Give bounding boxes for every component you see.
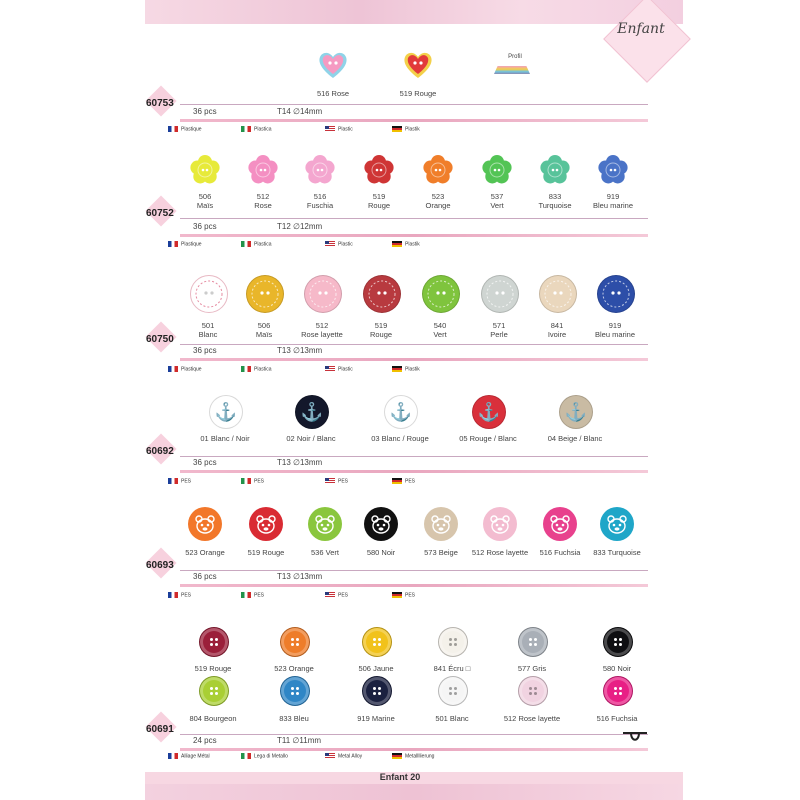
button-label: 01 Blanc / Noir [200,434,250,443]
anchor-icon: ⚓ [389,402,413,422]
button-hole [614,638,617,641]
metal-button [518,676,548,706]
button-hole [215,692,218,695]
button-label: 05 Rouge / Blanc [459,434,517,443]
material-label: Plastique [181,241,202,248]
button-hole [449,638,452,641]
button-number: 841 [550,321,564,330]
metal-button [603,627,633,657]
material-label: Plastic [338,126,353,133]
button-label: 03 Blanc / Rouge [371,434,429,443]
material-label: Metallllierung [405,753,435,760]
flag-icon [168,753,178,759]
button-hole [619,687,622,690]
button-label: 804 Bourgeon [189,714,237,723]
round-button [539,275,577,313]
material-label: Lega di Metallo [254,753,288,760]
button-label: 501 Blanc [435,714,469,723]
divider-line [180,734,648,735]
button-color-name: Turquoise [538,201,572,210]
flag-icon [241,592,251,598]
material-us [325,592,348,598]
ref-number-60750: 60750 [146,334,174,345]
button-hole [210,687,213,690]
metal-button [362,627,392,657]
button-label: 833 Bleu [279,714,309,723]
material-label: PES [254,478,265,485]
button-hole [378,638,381,641]
button-hole [614,692,617,695]
ref-number-60693: 60693 [146,560,174,571]
button-hole [291,687,294,690]
anchor-icon: ⚓ [564,402,588,422]
shank-profile-icon [622,730,636,740]
round-button [422,275,460,313]
button-label: 573 Beige [424,548,458,557]
button-number: 516 [313,192,327,201]
button-number: 919 [608,321,622,330]
button-hole [373,692,376,695]
flower-button [423,155,453,185]
button-number: 506 [198,192,212,201]
material-it [241,478,264,484]
button-label: 519 Rouge [194,664,232,673]
pack-count: 36 pcs [193,346,217,355]
button-hole [534,643,537,646]
button-hole [619,692,622,695]
round-button [481,275,519,313]
round-button [304,275,342,313]
button-hole [529,692,532,695]
button-color-name: Maïs [255,330,273,339]
divider-line [180,344,648,345]
button-label: 516 Rose [316,89,350,98]
round-button [246,275,284,313]
button-hole [215,643,218,646]
button-number: 537 [490,192,504,201]
material-fr [168,366,202,372]
bear-button [600,507,634,541]
button-label: 580 Noir [366,548,396,557]
flag-icon [325,366,335,372]
bear-button [483,507,517,541]
button-hole [614,687,617,690]
flag-icon [168,592,178,598]
heart-button [402,49,434,81]
flag-icon [392,126,402,132]
metal-button [438,627,468,657]
button-size: T12 ∅12mm [277,222,323,231]
button-label: 536 Vert [311,548,339,557]
bear-button [364,507,398,541]
button-color-name: Bleu marine [594,330,636,339]
flag-icon [241,753,251,759]
button-color-name: Vert [490,201,504,210]
ref-number-60752: 60752 [146,208,174,219]
button-label: 523 Orange [185,548,225,557]
button-number: 571 [492,321,506,330]
metal-button [199,627,229,657]
flag-icon [168,241,178,247]
button-hole [454,643,457,646]
enfant-badge-label: Enfant [617,21,665,37]
material-us [325,753,362,759]
material-it [241,753,288,759]
bear-face-icon [308,507,342,541]
button-size: T13 ∅13mm [277,572,323,581]
material-de [392,478,415,484]
ref-number-60692: 60692 [146,446,174,457]
button-label: 519 Rouge [399,89,437,98]
button-color-name: Rouge [369,330,393,339]
material-de [392,241,420,247]
divider-line [180,104,648,105]
button-label: 516 Fuchsia [539,548,581,557]
material-it [241,241,272,247]
material-it [241,592,264,598]
button-hole [373,687,376,690]
button-color-name: Vert [433,330,447,339]
button-hole [291,638,294,641]
button-hole [296,638,299,641]
button-number: 540 [433,321,447,330]
metal-button [518,627,548,657]
button-label: 841 Écru □ [433,664,471,673]
bear-button [188,507,222,541]
button-color-name: Fuschia [306,201,334,210]
pack-count: 24 pcs [193,736,217,745]
material-label: PES [338,478,349,485]
button-size: T13 ∅13mm [277,458,323,467]
material-label: PES [181,478,192,485]
pink-rule [180,584,648,587]
button-number: 501 [201,321,215,330]
button-color-name: Bleu marine [592,201,634,210]
pink-rule [180,748,648,751]
flag-icon [392,366,402,372]
flag-icon [168,478,178,484]
profile-icon [494,66,530,74]
button-label: 04 Beige / Blanc [547,434,603,443]
flower-button [248,155,278,185]
material-de [392,366,420,372]
button-label: 919 Marine [357,714,395,723]
bear-button [424,507,458,541]
anchor-icon: ⚓ [477,402,501,422]
anchor-icon: ⚓ [214,402,238,422]
button-color-name: Perle [490,330,508,339]
material-us [325,366,353,372]
material-de [392,592,415,598]
material-it [241,366,272,372]
bear-face-icon [424,507,458,541]
material-label: PES [405,592,416,599]
flower-button [540,155,570,185]
button-label: 02 Noir / Blanc [286,434,336,443]
footer-page-label: Enfant 20 [379,772,421,782]
button-number: 833 [548,192,562,201]
button-label: 506 Jaune [358,664,394,673]
material-label: Plastik [405,241,420,248]
flag-icon [392,241,402,247]
material-de [392,126,420,132]
material-label: Plastique [181,366,202,373]
bear-face-icon [188,507,222,541]
material-fr [168,126,202,132]
button-hole [291,692,294,695]
material-label: Plastique [181,126,202,133]
material-label: Plastica [254,366,272,373]
material-label: Metal Alloy [338,753,363,760]
bottom-decorative-band [145,784,683,800]
bear-face-icon [543,507,577,541]
button-color-name: Rouge [367,201,391,210]
button-label: 516 Fuchsia [596,714,638,723]
material-us [325,126,353,132]
flag-icon [392,478,402,484]
button-label: 519 Rouge [247,548,285,557]
flower-button [190,155,220,185]
pink-rule [180,358,648,361]
round-button [190,275,228,313]
flag-icon [392,753,402,759]
flag-icon [168,366,178,372]
material-label: Plastica [254,241,272,248]
button-hole [529,643,532,646]
divider-line [180,456,648,457]
enfant-badge [598,0,694,86]
anchor-icon: ⚓ [300,402,324,422]
metal-button [438,676,468,706]
button-hole [454,692,457,695]
flag-icon [392,592,402,598]
divider-line [180,570,648,571]
button-hole [378,692,381,695]
button-hole [296,692,299,695]
flag-icon [241,366,251,372]
anchor-button [472,395,506,429]
flower-button [305,155,335,185]
button-hole [619,638,622,641]
button-hole [454,687,457,690]
button-hole [215,638,218,641]
button-size: T13 ∅13mm [277,346,323,355]
button-hole [215,687,218,690]
button-hole [296,687,299,690]
flag-icon [325,126,335,132]
bear-face-icon [483,507,517,541]
pink-rule [180,119,648,122]
button-number: 519 [374,321,388,330]
pack-count: 36 pcs [193,458,217,467]
button-hole [619,643,622,646]
profil-label: Profil [508,54,522,60]
round-button [363,275,401,313]
button-hole [373,643,376,646]
anchor-button [209,395,243,429]
button-color-name: Blanc [198,330,218,339]
flower-button [364,155,394,185]
material-de [392,753,434,759]
flag-icon [325,592,335,598]
material-us [325,241,353,247]
material-label: PES [181,592,192,599]
material-label: PES [338,592,349,599]
button-hole [529,638,532,641]
button-color-name: Rose layette [301,330,343,339]
button-hole [210,692,213,695]
button-label: 512 Rose layette [471,548,529,557]
flag-icon [241,126,251,132]
ref-number-60691: 60691 [146,724,174,735]
bear-button [543,507,577,541]
material-fr [168,478,191,484]
button-size: T14 ∅14mm [277,107,323,116]
button-color-name: Maïs [196,201,214,210]
material-fr [168,241,202,247]
material-us [325,478,348,484]
metal-button [199,676,229,706]
flag-icon [325,241,335,247]
button-hole [373,638,376,641]
pink-rule [180,470,648,473]
button-number: 512 [315,321,329,330]
metal-button [603,676,633,706]
button-number: 519 [372,192,386,201]
material-label: PES [405,478,416,485]
button-hole [534,638,537,641]
bear-button [308,507,342,541]
anchor-button [295,395,329,429]
button-hole [534,687,537,690]
button-hole [454,638,457,641]
button-color-name: Rose [254,201,272,210]
button-size: T11 ∅11mm [277,736,322,745]
button-number: 506 [257,321,271,330]
material-label: Plastik [405,366,420,373]
button-hole [378,643,381,646]
button-hole [529,687,532,690]
round-button [597,275,635,313]
flower-button [482,155,512,185]
flag-icon [325,753,335,759]
button-number: 523 [431,192,445,201]
button-hole [291,643,294,646]
material-label: Plastic [338,366,353,373]
bear-face-icon [249,507,283,541]
button-hole [614,643,617,646]
bear-face-icon [364,507,398,541]
pink-rule [180,234,648,237]
pack-count: 36 pcs [193,572,217,581]
button-color-name: Orange [425,201,451,210]
material-fr [168,753,210,759]
bear-face-icon [600,507,634,541]
button-hole [378,687,381,690]
pack-count: 36 pcs [193,222,217,231]
flag-icon [325,478,335,484]
pack-count: 36 pcs [193,107,217,116]
button-hole [210,643,213,646]
button-label: 577 Gris [517,664,547,673]
metal-button [362,676,392,706]
button-hole [534,692,537,695]
material-label: Alliage Métal [181,753,210,760]
ref-number-60753: 60753 [146,98,174,109]
button-label: 523 Orange [274,664,314,673]
metal-button [280,627,310,657]
material-fr [168,592,191,598]
material-label: PES [254,592,265,599]
bear-button [249,507,283,541]
button-label: 580 Noir [602,664,632,673]
divider-line [180,218,648,219]
button-hole [449,692,452,695]
metal-button [280,676,310,706]
anchor-button [559,395,593,429]
flag-icon [241,241,251,247]
material-it [241,126,272,132]
button-color-name: Ivoire [547,330,567,339]
flag-icon [241,478,251,484]
material-label: Plastic [338,241,353,248]
button-hole [449,643,452,646]
material-label: Plastica [254,126,272,133]
button-hole [449,687,452,690]
material-label: Plastik [405,126,420,133]
button-label: 833 Turquoise [593,548,641,557]
anchor-button [384,395,418,429]
flag-icon [168,126,178,132]
button-hole [210,638,213,641]
heart-button [317,49,349,81]
button-label: 512 Rose layette [503,714,561,723]
flower-button [598,155,628,185]
button-number: 512 [256,192,270,201]
button-hole [296,643,299,646]
button-number: 919 [606,192,620,201]
